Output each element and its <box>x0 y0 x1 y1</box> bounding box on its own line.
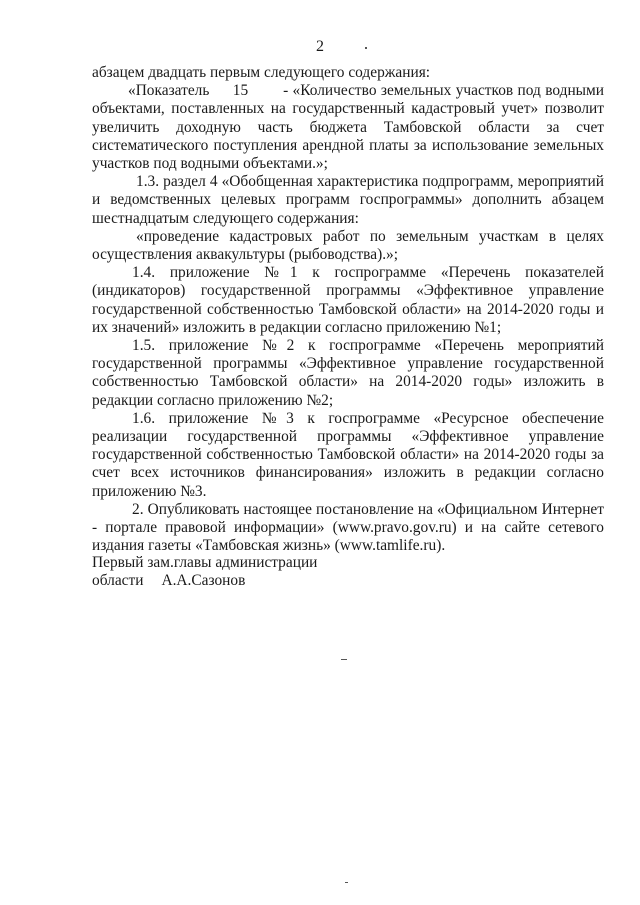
paragraph-2-rest: - «Количество земельных участков под водными объектами, поставленных на государственный кадастровый учет» позволит увеличить доходную часть бюджета Тамбовской области за счет систематического поступления арендной платы за использование земельных участков под водными объектами.»; <box>92 82 605 173</box>
scan-speck <box>365 47 367 49</box>
indicator-code: 15 <box>232 82 249 100</box>
paragraph-item-1-5: 1.5. приложение №2 к госпрограмме «Перечень мероприятий государственной программы «Эффективное управление государственной собственностью Тамбовской области» на 2014-2020 годы» изложить в редакции согласно приложению №2; <box>92 337 604 409</box>
document-body <box>92 64 604 555</box>
signatory-title-line-1: Первый зам.главы администрации <box>92 554 318 571</box>
signatory-region: области <box>92 572 144 589</box>
page-number: 2 <box>316 38 324 55</box>
paragraph-2-start: «Показатель <box>128 82 210 100</box>
paragraph-item-1-6: 1.6. приложение №3 к госпрограмме «Ресурсное обеспечение реализации государственной программы «Эффективное управление государственной собственностью Тамбовской области» на 2014-2020 годы за счет всех источников финансирования» изложить в редакции согласно приложению №3. <box>92 409 604 500</box>
paragraph-3: 1.3. раздел 4 «Обобщенная характеристика подпрограмм, мероприятий и ведомственных целевых программ госпрограммы» дополнить абзацем шестнадцатым следующего содержания: <box>92 173 604 227</box>
signature-block <box>92 554 317 590</box>
paragraph-1: абзацем двадцать первым следующего содержания: <box>92 64 431 81</box>
signatory-name: А.А.Сазонов <box>161 572 246 589</box>
scan-speck <box>341 659 347 660</box>
scan-speck <box>345 882 348 883</box>
paragraph-2 <box>92 82 604 173</box>
paragraph-4: «проведение кадастровых работ по земельным участкам в целях осуществления аквакультуры (рыбоводства).»; <box>92 227 604 264</box>
signatory-title-line-2 <box>92 572 317 590</box>
paragraph-item-2: 2. Опубликовать настоящее постановление на «Официальном Интернет - портале правовой информации» (www.pravo.gov.ru) и на сайте сетевого издания газеты «Тамбовская жизнь» (www.tamlife.ru). <box>92 500 604 555</box>
paragraph-item-1-4: 1.4. приложение №1 к госпрограмме «Перечень показателей (индикаторов) государственной программы «Эффективное управление государственной собственностью Тамбовской области» на 2014-2020 годы и их значений» изложить в редакции согласно приложению №1; <box>92 264 604 336</box>
